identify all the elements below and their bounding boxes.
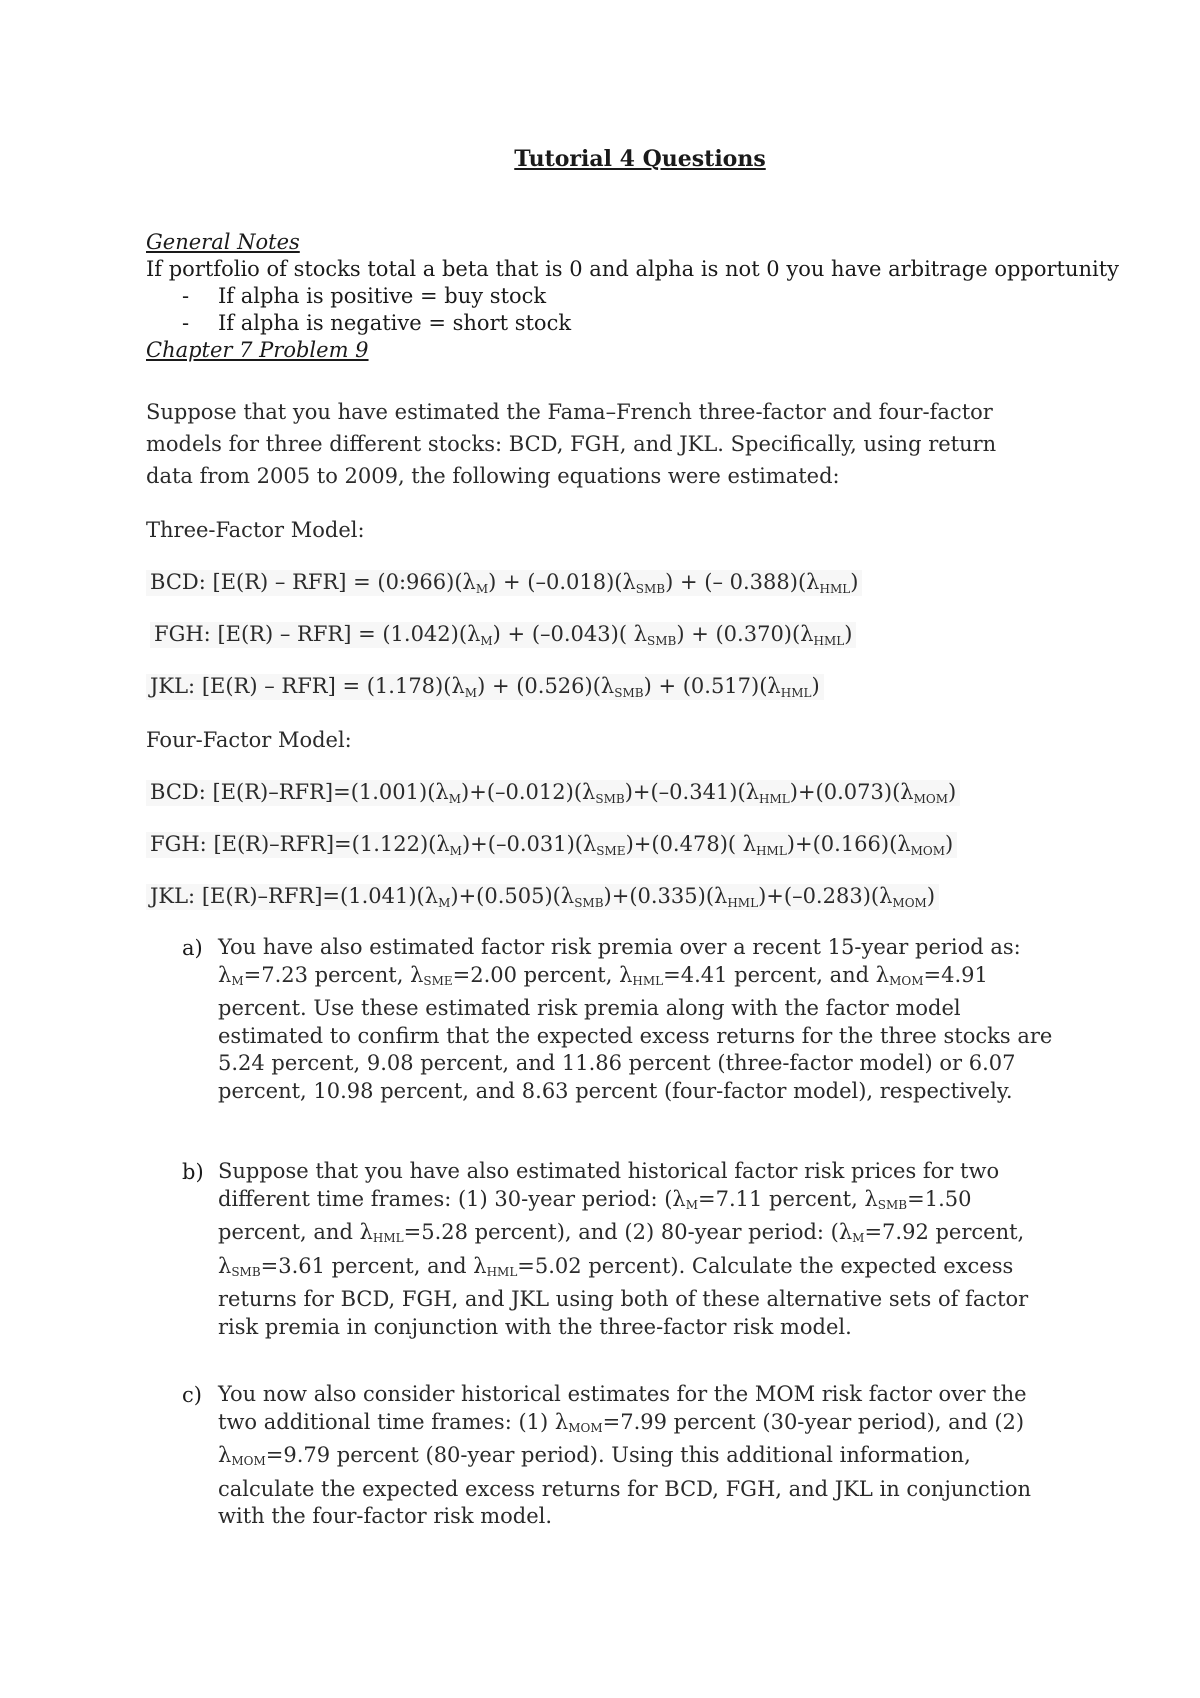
bullet-dash: -	[182, 284, 190, 308]
question-a-label: a)	[182, 936, 203, 960]
question-c-label: c)	[182, 1383, 202, 1407]
bullet-dash: -	[182, 311, 190, 335]
bullet-item: If alpha is positive = buy stock	[218, 284, 547, 308]
equation-three-factor-jkl: JKL: $[E(R) - RFR] = (1.178)(\lambda_M) + (0.526)(\lambda_{SMB}) + (0.517)(\lambda_{HML})$	[146, 674, 824, 700]
general-notes-intro: If portfolio of stocks total a beta that is 0 and alpha is not 0 you have arbitrage opportunity	[146, 257, 1120, 281]
question-b-label: b)	[182, 1160, 204, 1184]
chapter-heading: Chapter 7 Problem 9	[146, 338, 369, 362]
equation-three-factor-fgh: FGH: $[E(R) - RFR] = (1.042)(\lambda_M) + (-0.043)$( $\lambda_{SMB}) + (0.370)(\lambda_{HML})$	[150, 622, 856, 648]
question-b-text: Suppose that you have also estimated historical factor risk prices for two different time frames: (1) 30-year period: ($\lambda_M=7.11$ percent, $\lambda_{SMB}=1.50$ percent, and $\lambda_{HML}=5.28$ percent), and (2) 80-year period: ($\lambda_M=7.92$ percent, $\lambda_{SMB}=3.61$ percent, and $\lambda_{HML}=5.02$ percent). Calculate the expected excess returns for BCD, FGH, and JKL using both of these alternative sets of factor risk premia in conjunction with the three-factor risk model.	[218, 1159, 1029, 1339]
question-a-text: You have also estimated factor risk premia over a recent 15-year period as: $\lambda_M=7.23$ percent, $\lambda_{SME}=2.00$ percent, $\lambda_{HML}=4.41$ percent, and $\lambda_{MOM}=4.91$ percent. Use these estimated risk premia along with the factor model estimated to confirm that the expected excess returns for the three stocks are 5.24 percent, 9.08 percent, and 11.86 percent (three-factor model) or 6.07 percent, 10.98 percent, and 8.63 percent (four-factor model), respectively.	[218, 935, 1053, 1103]
equation-four-factor-fgh: FGH: $[E(R)-RFR]=(1.122)(\lambda_M)+(-0.031)(\lambda_{SME})+(0.478)$( $\lambda_{HML})+(0.166)(\lambda_{MOM})$	[146, 832, 957, 858]
equation-three-factor-bcd: BCD: $[E(R) - RFR] = (0:966)(\lambda_M) + (-0.018)(\lambda_{SMB})$ + (– $0.388)(\lambda_{HML})$	[146, 570, 862, 596]
chapter-paragraph: Suppose that you have estimated the Fama–French three-factor and four-factor models for three different stocks: BCD, FGH, and JKL. Specifically, using return data from 2005 to 2009, the following equations were estimated:	[146, 400, 997, 488]
general-notes-heading: General Notes	[146, 230, 300, 254]
page-title: Tutorial 4 Questions	[514, 146, 766, 172]
four-factor-label: Four-Factor Model:	[146, 728, 352, 752]
bullet-item: If alpha is negative = short stock	[218, 311, 572, 335]
question-c-text: You now also consider historical estimates for the MOM risk factor over the two additional time frames: (1) $\lambda_{MOM}=7.99$ percent (30-year period), and (2) $\lambda_{MOM}=9.79$ percent (80-year period). Using this additional information, calculate the expected excess returns for BCD, FGH, and JKL in conjunction with the four-factor risk model.	[218, 1382, 1032, 1528]
equation-four-factor-jkl: JKL: $[E(R)-RFR]=(1.041)(\lambda_M)+(0.505)(\lambda_{SMB})+(0.335)(\lambda_{HML})+(-0.283)(\lambda_{MOM})$	[146, 884, 939, 910]
equation-four-factor-bcd: BCD: $[E(R)-RFR]=(1.001)(\lambda_M)+(-0.012)(\lambda_{SMB})+(-0.341)(\lambda_{HML})+(0.073)(\lambda_{MOM})$	[146, 780, 960, 806]
three-factor-label: Three-Factor Model:	[146, 518, 365, 542]
